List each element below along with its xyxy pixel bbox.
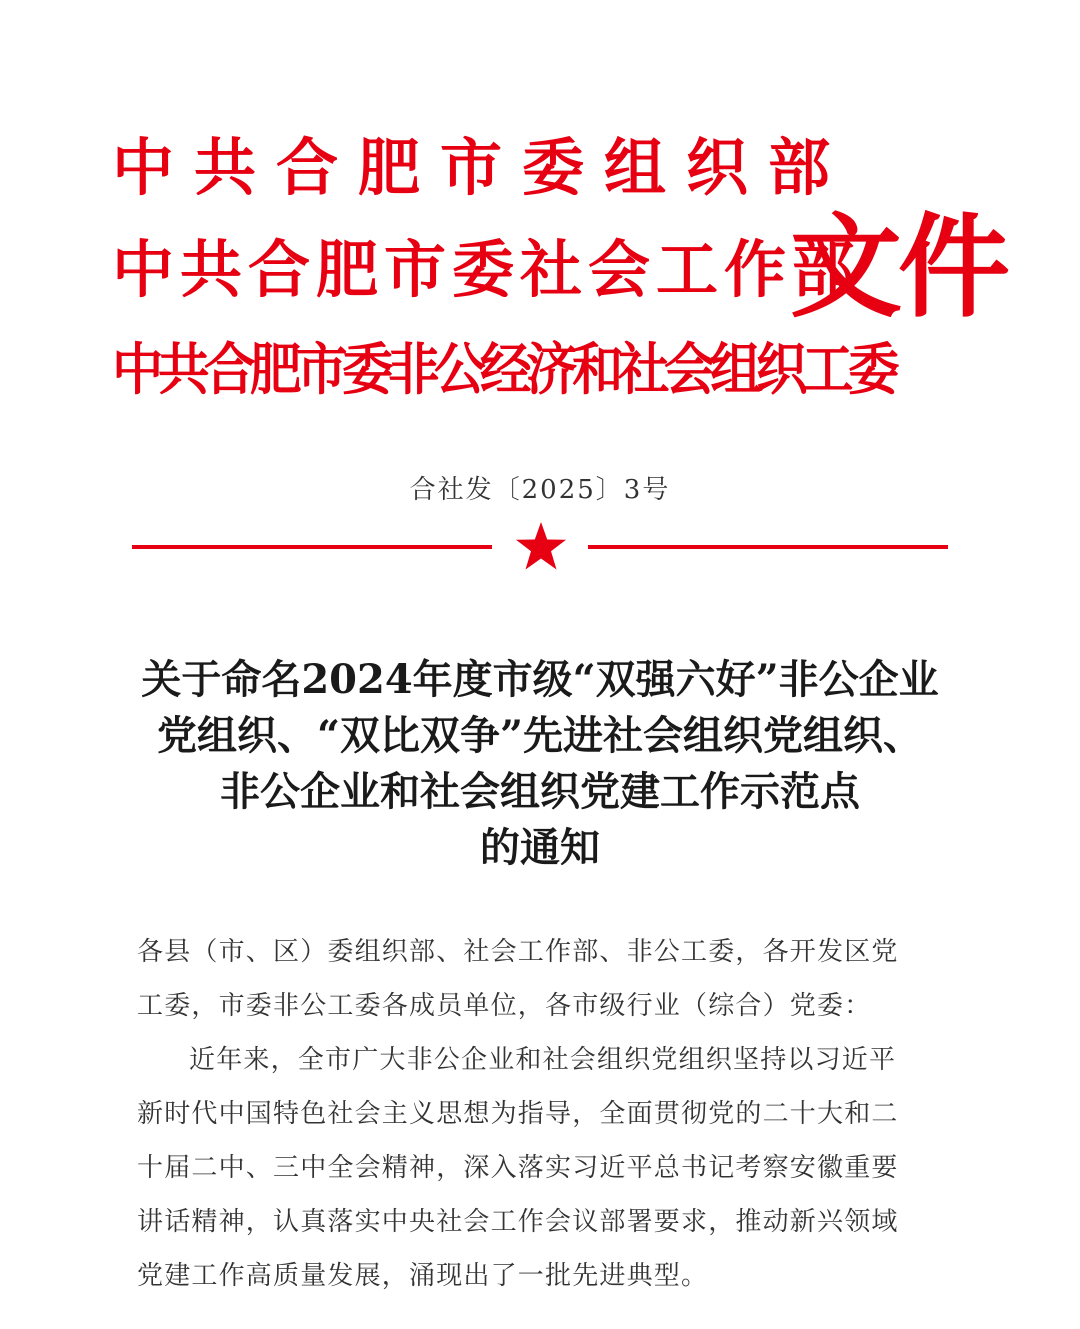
paragraph-line: 近年来，全市广大非公企业和社会组织党组织坚持以习近平 [189,1045,897,1075]
title-line: 非公企业和社会组织党建工作示范点 [220,768,860,815]
title-line: 关于命名2024年度市级“双强六好”非公企业 [141,656,939,703]
red-divider-left [132,545,492,549]
salutation-line: 工委，市委非公工委各成员单位，各市级行业（综合）党委： [137,991,872,1021]
paragraph-line: 新时代中国特色社会主义思想为指导，全面贯彻党的二十大和二 [137,1099,899,1129]
document-title [0,652,1080,876]
document-word: 文件 [790,203,1006,333]
salutation-line: 各县（市、区）委组织部、社会工作部、非公工委，各开发区党 [137,937,899,967]
issuer-social-work-department: 中共合肥市委社会工作部 [112,233,861,306]
document-number: 合社发〔2025〕3号 [409,475,671,505]
title-line: 党组织、“双比双争”先进社会组织党组织、 [156,712,923,759]
paragraph-line: 讲话精神，认真落实中央社会工作会议部署要求，推动新兴领域 [137,1207,899,1237]
star-icon [515,521,567,571]
title-line: 的通知 [480,824,600,871]
paragraph-line: 党建工作高质量发展，涌现出了一批先进典型。 [137,1261,709,1291]
paragraph-line: 十届二中、三中全会精神，深入落实习近平总书记考察安徽重要 [137,1153,899,1183]
issuer-organization-department: 中共合肥市委组织部 [112,131,851,204]
issuer-nonpublic-committee: 中共合肥市委非公经济和社会组织工委 [112,338,894,403]
red-divider-right [588,545,948,549]
